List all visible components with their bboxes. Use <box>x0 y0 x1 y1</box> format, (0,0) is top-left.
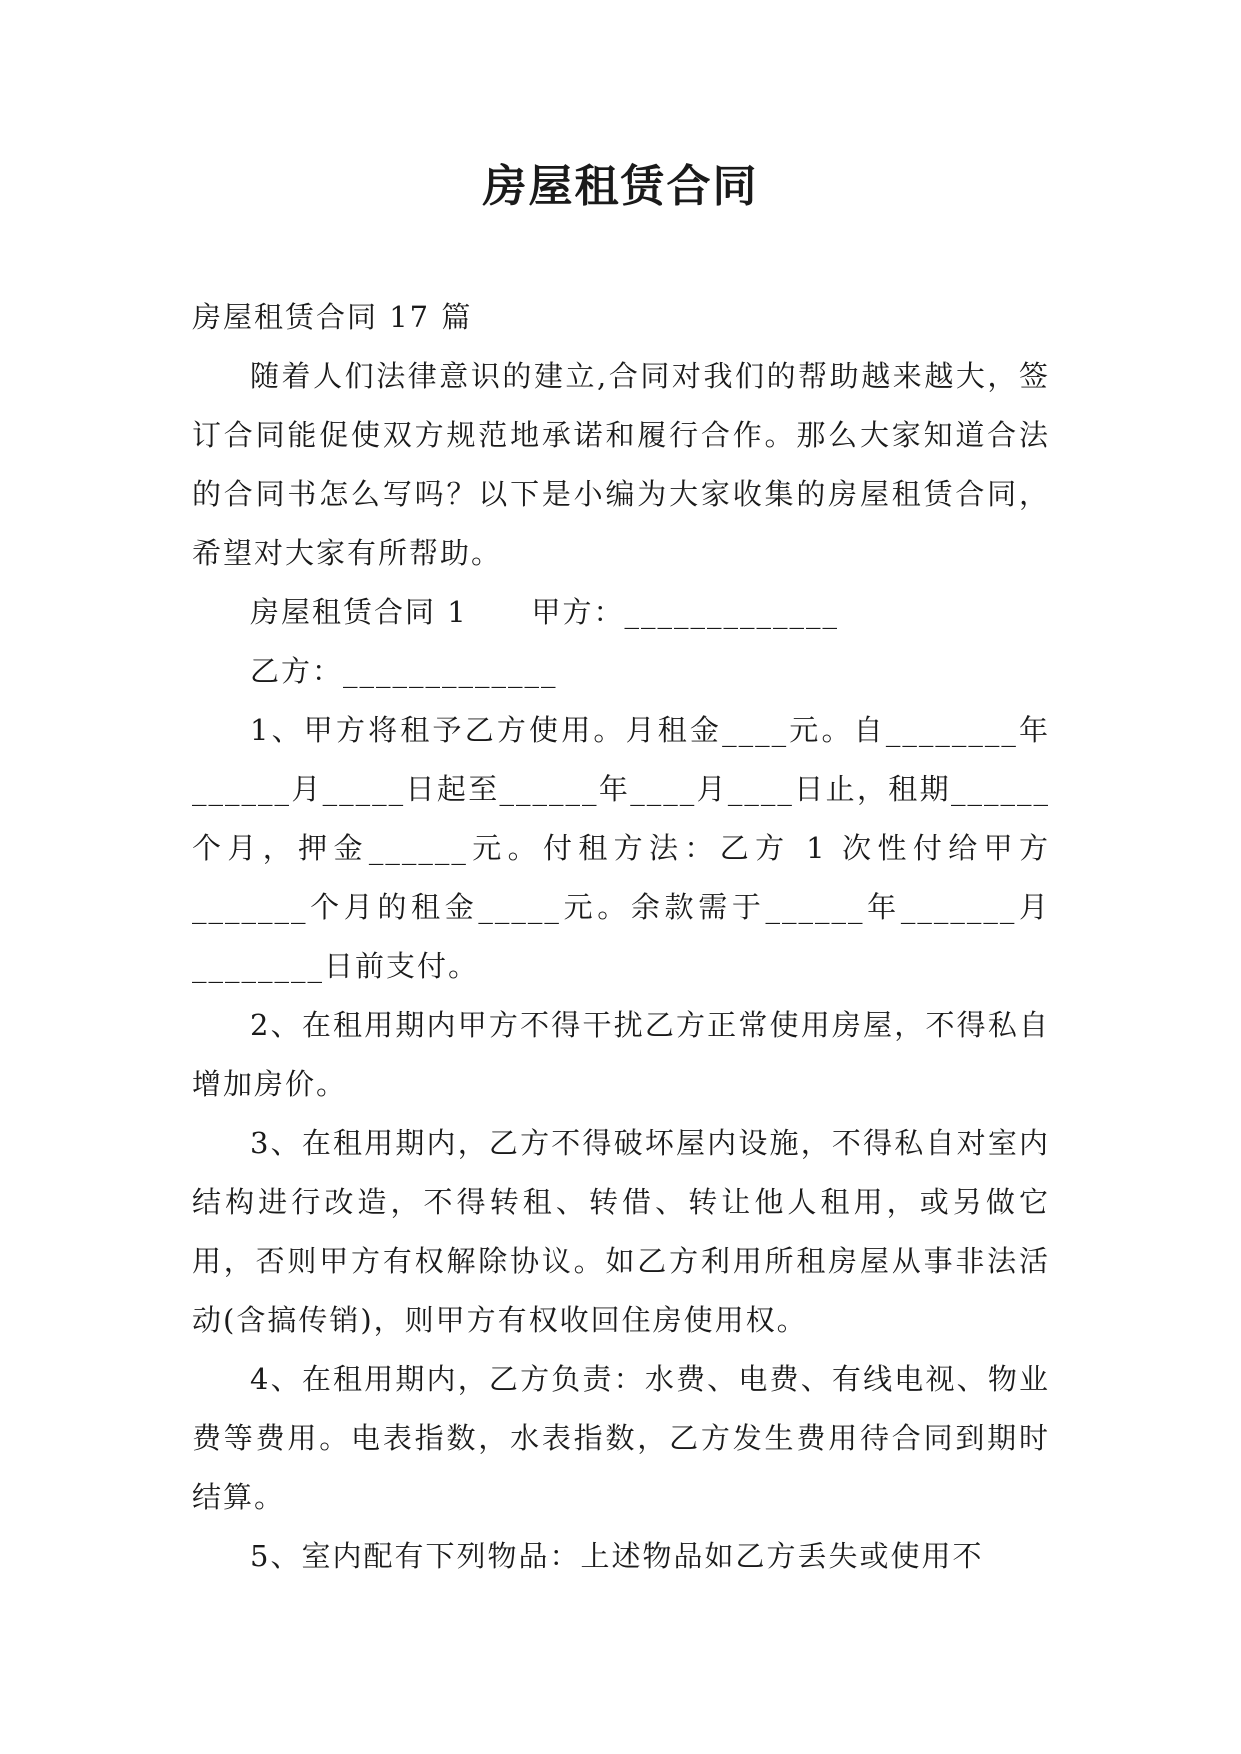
clause-1: 1、甲方将租予乙方使用。月租金____元。自________年______月_____日起至______年____月____日止，租期______个月，押金______元。付租方法：乙方 1 次性付给甲方_______个月的租金_____元。余款需于______年_______月________日前支付。 <box>192 713 1050 983</box>
document-body <box>192 288 1050 1586</box>
document-title: 房屋租赁合同 <box>482 161 759 212</box>
clause-5: 5、室内配有下列物品：上述物品如乙方丢失或使用不 <box>250 1539 984 1573</box>
clause-2: 2、在租用期内甲方不得干扰乙方正常使用房屋，不得私自增加房价。 <box>192 1008 1050 1101</box>
party-b-field: 乙方：_____________ <box>250 654 558 688</box>
clause-3: 3、在租用期内，乙方不得破坏屋内设施，不得私自对室内结构进行改造，不得转租、转借、转让他人租用，或另做它用，否则甲方有权解除协议。如乙方利用所租房屋从事非法活动(含搞传销)，则甲方有权收回住房使用权。 <box>192 1126 1050 1337</box>
document-subtitle: 房屋租赁合同 17 篇 <box>192 300 473 334</box>
clause-4: 4、在租用期内，乙方负责：水费、电费、有线电视、物业费等费用。电表指数，水表指数，乙方发生费用待合同到期时结算。 <box>192 1362 1050 1514</box>
contract-heading-line <box>192 583 1050 642</box>
contract-heading: 房屋租赁合同 1 <box>250 595 468 629</box>
intro-paragraph: 随着人们法律意识的建立,合同对我们的帮助越来越大，签订合同能促使双方规范地承诺和履行合作。那么大家知道合法的合同书怎么写吗？以下是小编为大家收集的房屋租赁合同，希望对大家有所帮助。 <box>192 359 1050 570</box>
party-a-field: 甲方：_____________ <box>531 595 839 629</box>
